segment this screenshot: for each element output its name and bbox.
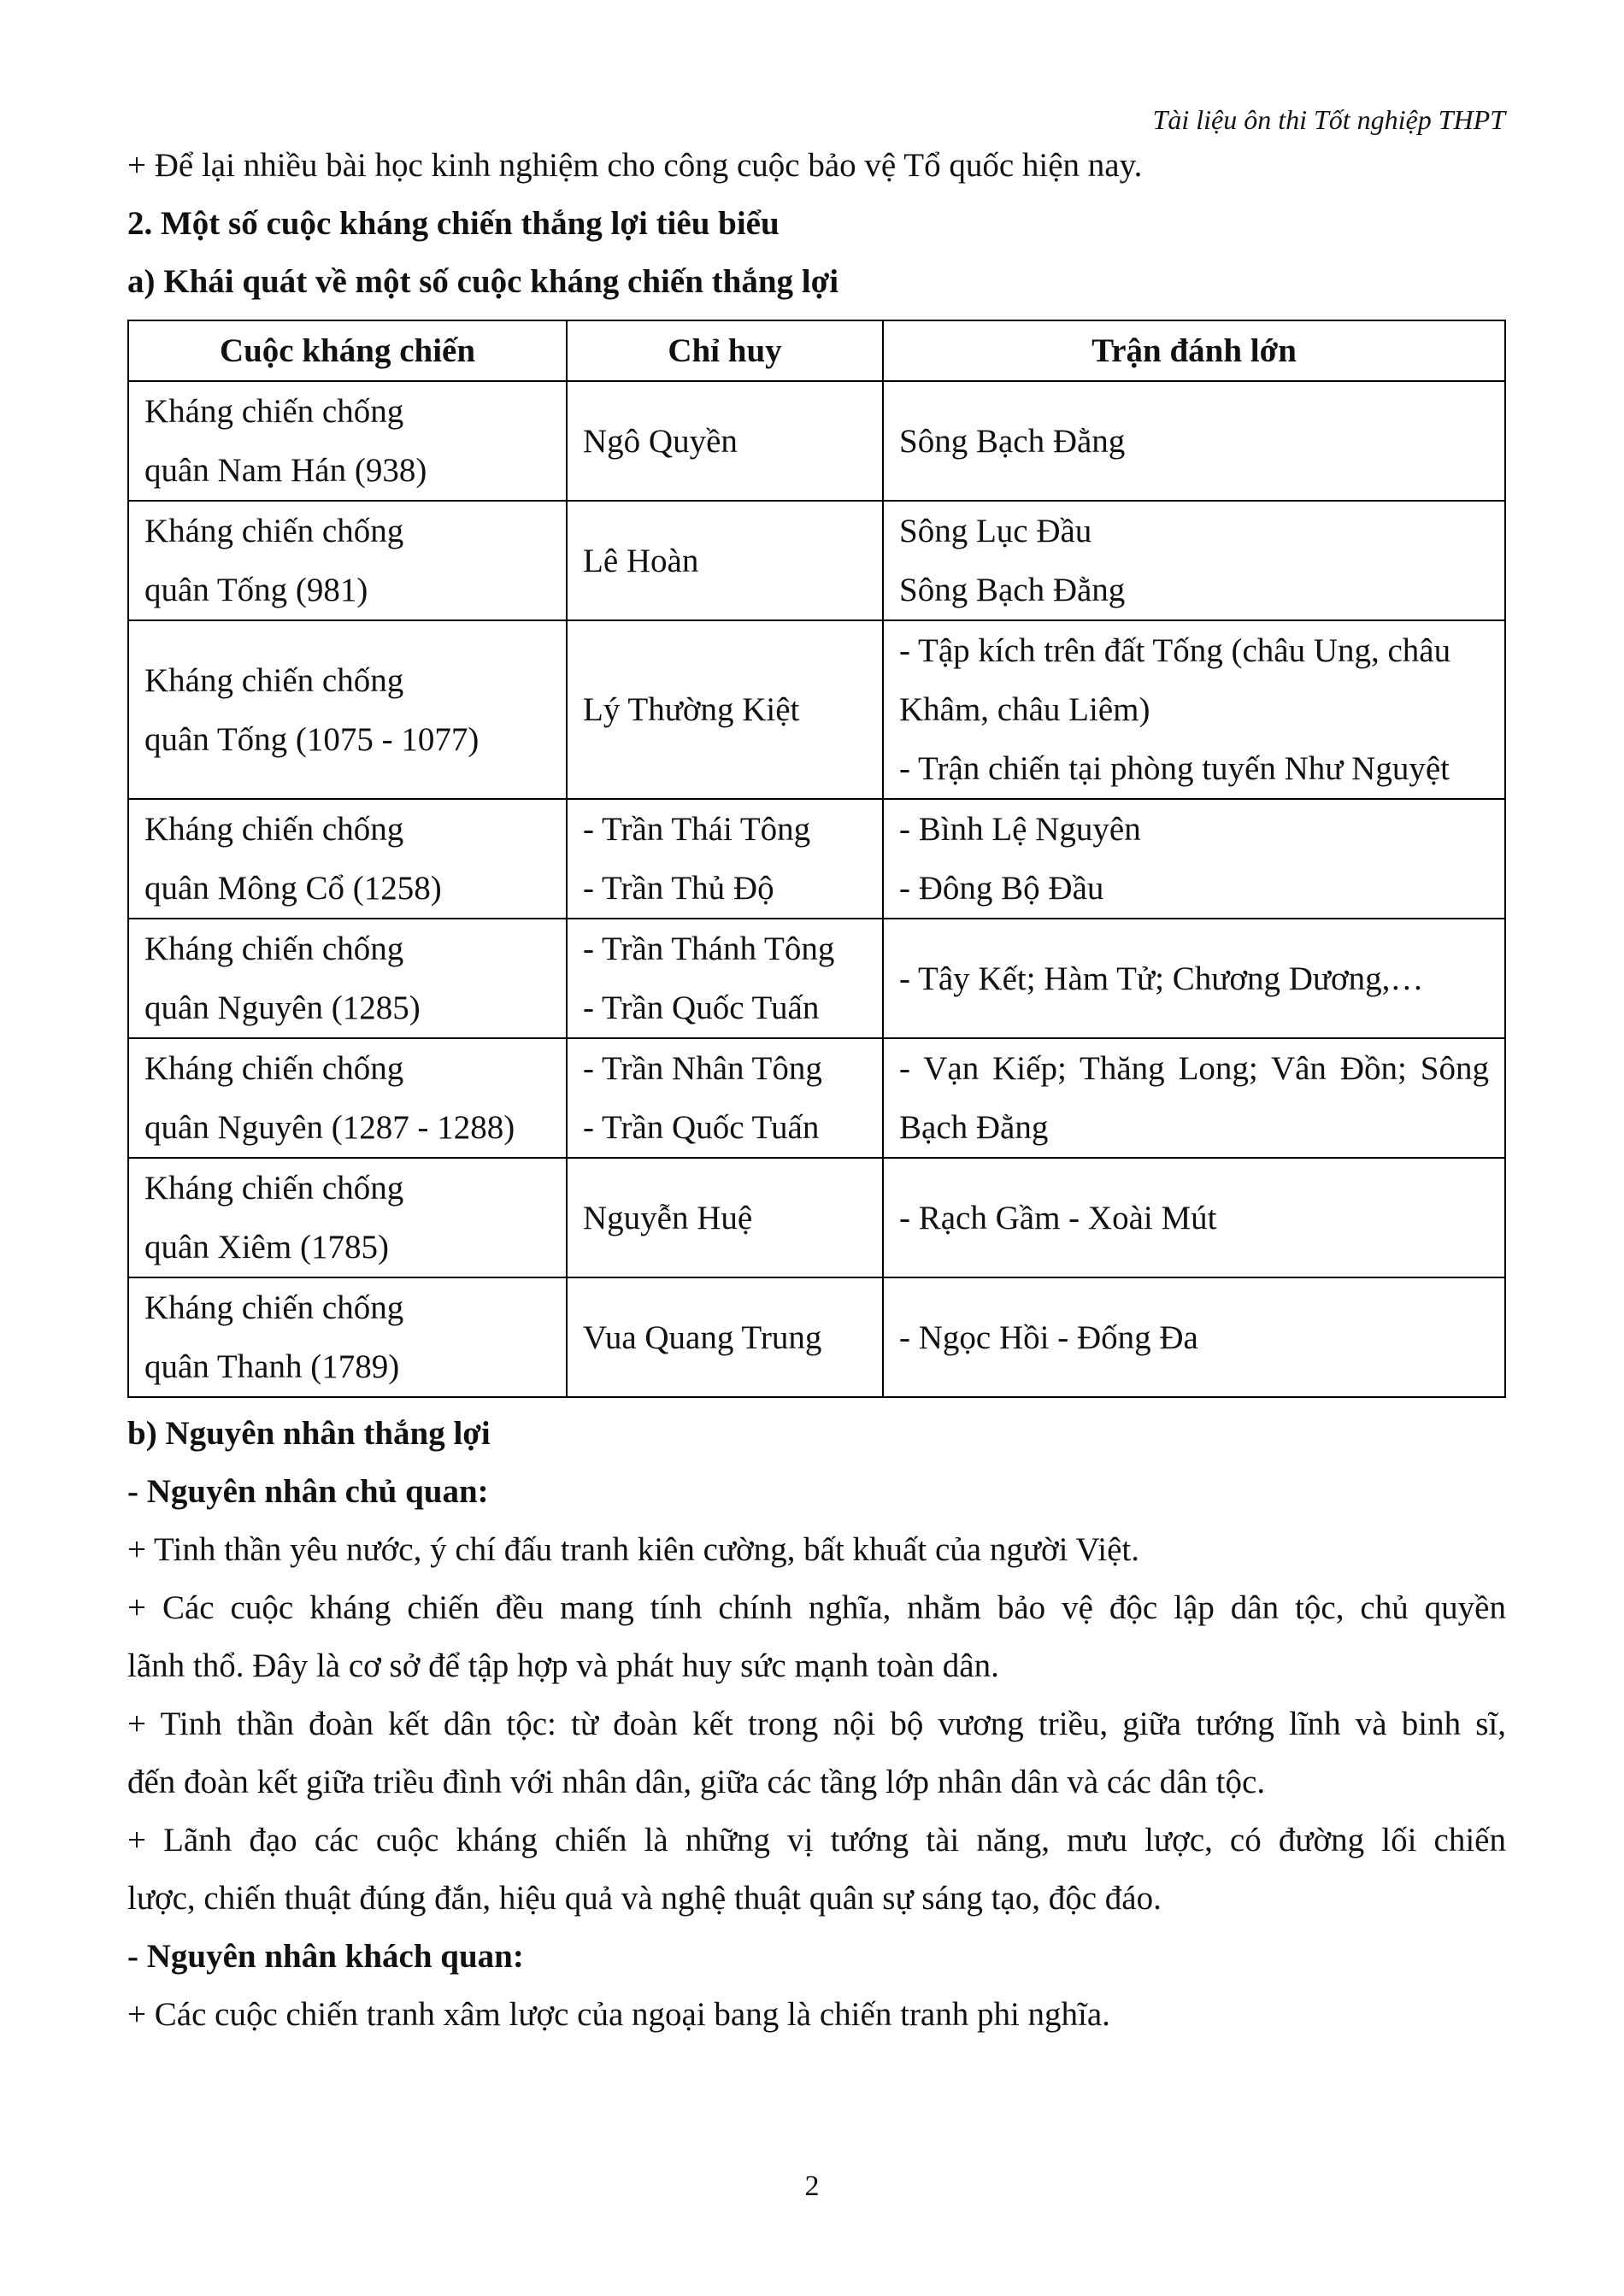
commander-line: Ngô Quyền (583, 422, 738, 460)
war-line: quân Mông Cổ (1258) (144, 870, 442, 907)
war-line: Kháng chiến chống (144, 1170, 404, 1207)
battle-line: Sông Bạch Đằng (899, 572, 1126, 608)
battles-cell (883, 501, 1505, 620)
war-line: quân Nguyên (1285) (144, 989, 421, 1026)
battle-line: - Rạch Gầm - Xoài Mút (899, 1199, 1217, 1236)
battle-line: - Trận chiến tại phòng tuyến Như Nguyệt (899, 750, 1450, 787)
war-line: Kháng chiến chống (144, 393, 404, 430)
war-line: Kháng chiến chống (144, 661, 404, 699)
subjective-point: + Tinh thần đoàn kết dân tộc: từ đoàn kết trong nội bộ vương triều, giữa tướng lĩnh và binh sĩ, (127, 1706, 1506, 1742)
battle-line: - Tập kích trên đất Tống (châu Ung, châu Khâm, châu Liêm) (899, 632, 1451, 728)
commander-line: - Trần Thủ Độ (583, 870, 774, 907)
war-line: quân Tống (1075 - 1077) (144, 720, 480, 758)
war-cell (128, 501, 567, 620)
war-line: Kháng chiến chống (144, 513, 404, 549)
commander-cell (567, 620, 883, 799)
commander-line: Vua Quang Trung (583, 1318, 822, 1356)
battles-cell (883, 620, 1505, 799)
commander-line: Lý Thường Kiệt (583, 691, 800, 728)
table-row (128, 1277, 1505, 1397)
header-war: Cuộc kháng chiến (128, 320, 567, 381)
page-number: 2 (804, 2170, 820, 2202)
subjective-point: đến đoàn kết giữa triều đình với nhân dân, giữa các tầng lớp nhân dân và các dân tộc. (127, 1764, 1266, 1800)
battles-cell (883, 1038, 1505, 1158)
war-line: quân Nguyên (1287 - 1288) (144, 1109, 515, 1146)
section-title: 2. Một số cuộc kháng chiến thắng lợi tiêu biểu (127, 205, 780, 242)
battle-line: - Tây Kết; Hàm Tử; Chương Dương,… (899, 960, 1424, 997)
subjective-point: + Lãnh đạo các cuộc kháng chiến là những vị tướng tài năng, mưu lược, có đường lối chiến (127, 1822, 1506, 1859)
header-commander: Chỉ huy (567, 320, 883, 381)
commander-cell (567, 1158, 883, 1277)
header-battles: Trận đánh lớn (883, 320, 1505, 381)
commander-line: - Trần Thái Tông (583, 811, 811, 848)
commander-line: - Trần Nhân Tông (583, 1050, 822, 1087)
war-cell (128, 381, 567, 501)
battles-cell (883, 381, 1505, 501)
table-row (128, 381, 1505, 501)
war-cell (128, 1038, 567, 1158)
commander-cell (567, 799, 883, 919)
wars-table (127, 320, 1506, 1398)
war-line: Kháng chiến chống (144, 1050, 404, 1087)
commander-cell (567, 1277, 883, 1397)
subjective-point: + Tinh thần yêu nước, ý chí đấu tranh kiên cường, bất khuất của người Việt. (127, 1531, 1140, 1568)
commander-cell (567, 501, 883, 620)
subjective-point: lược, chiến thuật đúng đắn, hiệu quả và nghệ thuật quân sự sáng tạo, độc đáo. (127, 1880, 1162, 1917)
objective-point: + Các cuộc chiến tranh xâm lược của ngoại bang là chiến tranh phi nghĩa. (127, 1996, 1110, 2033)
subjective-point: lãnh thổ. Đây là cơ sở để tập hợp và phát huy sức mạnh toàn dân. (127, 1647, 999, 1684)
commander-line: Nguyễn Huệ (583, 1199, 753, 1236)
war-cell (128, 919, 567, 1038)
battles-cell (883, 919, 1505, 1038)
war-line: quân Xiêm (1785) (144, 1229, 389, 1265)
objective-title: - Nguyên nhân khách quan: (127, 1938, 524, 1975)
battles-cell (883, 1158, 1505, 1277)
war-cell (128, 620, 567, 799)
table-header-row (128, 320, 1505, 381)
subjective-point: + Các cuộc kháng chiến đều mang tính chính nghĩa, nhằm bảo vệ độc lập dân tộc, chủ quyền (127, 1589, 1506, 1626)
commander-line: - Trần Quốc Tuấn (583, 1109, 820, 1146)
battle-line: - Đông Bộ Đầu (899, 870, 1104, 907)
running-header: Tài liệu ôn thi Tốt nghiệp THPT (1152, 104, 1505, 135)
battles-cell (883, 799, 1505, 919)
battles-cell (883, 1277, 1505, 1397)
battle-line: Sông Bạch Đằng (899, 422, 1126, 460)
battle-line: - Vạn Kiếp; Thăng Long; Vân Đồn; Sông Bạch Đằng (899, 1050, 1489, 1146)
table-row (128, 620, 1505, 799)
subjective-title: - Nguyên nhân chủ quan: (127, 1473, 489, 1510)
commander-cell (567, 919, 883, 1038)
commander-line: - Trần Quốc Tuấn (583, 989, 820, 1026)
subsection-a-title: a) Khái quát về một số cuộc kháng chiến thắng lợi (127, 263, 839, 300)
table-row (128, 501, 1505, 620)
table-row (128, 1158, 1505, 1277)
commander-line: Lê Hoàn (583, 542, 699, 579)
battle-line: Sông Lục Đầu (899, 513, 1092, 549)
war-line: quân Thanh (1789) (144, 1348, 400, 1385)
subsection-b-title: b) Nguyên nhân thắng lợi (127, 1415, 491, 1452)
war-line: Kháng chiến chống (144, 931, 404, 967)
commander-line: - Trần Thánh Tông (583, 931, 835, 967)
war-line: quân Nam Hán (938) (144, 452, 427, 489)
war-line: Kháng chiến chống (144, 1289, 404, 1326)
commander-cell (567, 1038, 883, 1158)
intro-line: + Để lại nhiều bài học kinh nghiệm cho công cuộc bảo vệ Tổ quốc hiện nay. (127, 147, 1143, 184)
table-row (128, 1038, 1505, 1158)
table-row (128, 919, 1505, 1038)
battle-line: - Bình Lệ Nguyên (899, 811, 1141, 848)
war-cell (128, 799, 567, 919)
war-cell (128, 1277, 567, 1397)
war-line: quân Tống (981) (144, 572, 368, 608)
war-cell (128, 1158, 567, 1277)
table-row (128, 799, 1505, 919)
commander-cell (567, 381, 883, 501)
war-line: Kháng chiến chống (144, 811, 404, 848)
battle-line: - Ngọc Hồi - Đống Đa (899, 1318, 1198, 1356)
